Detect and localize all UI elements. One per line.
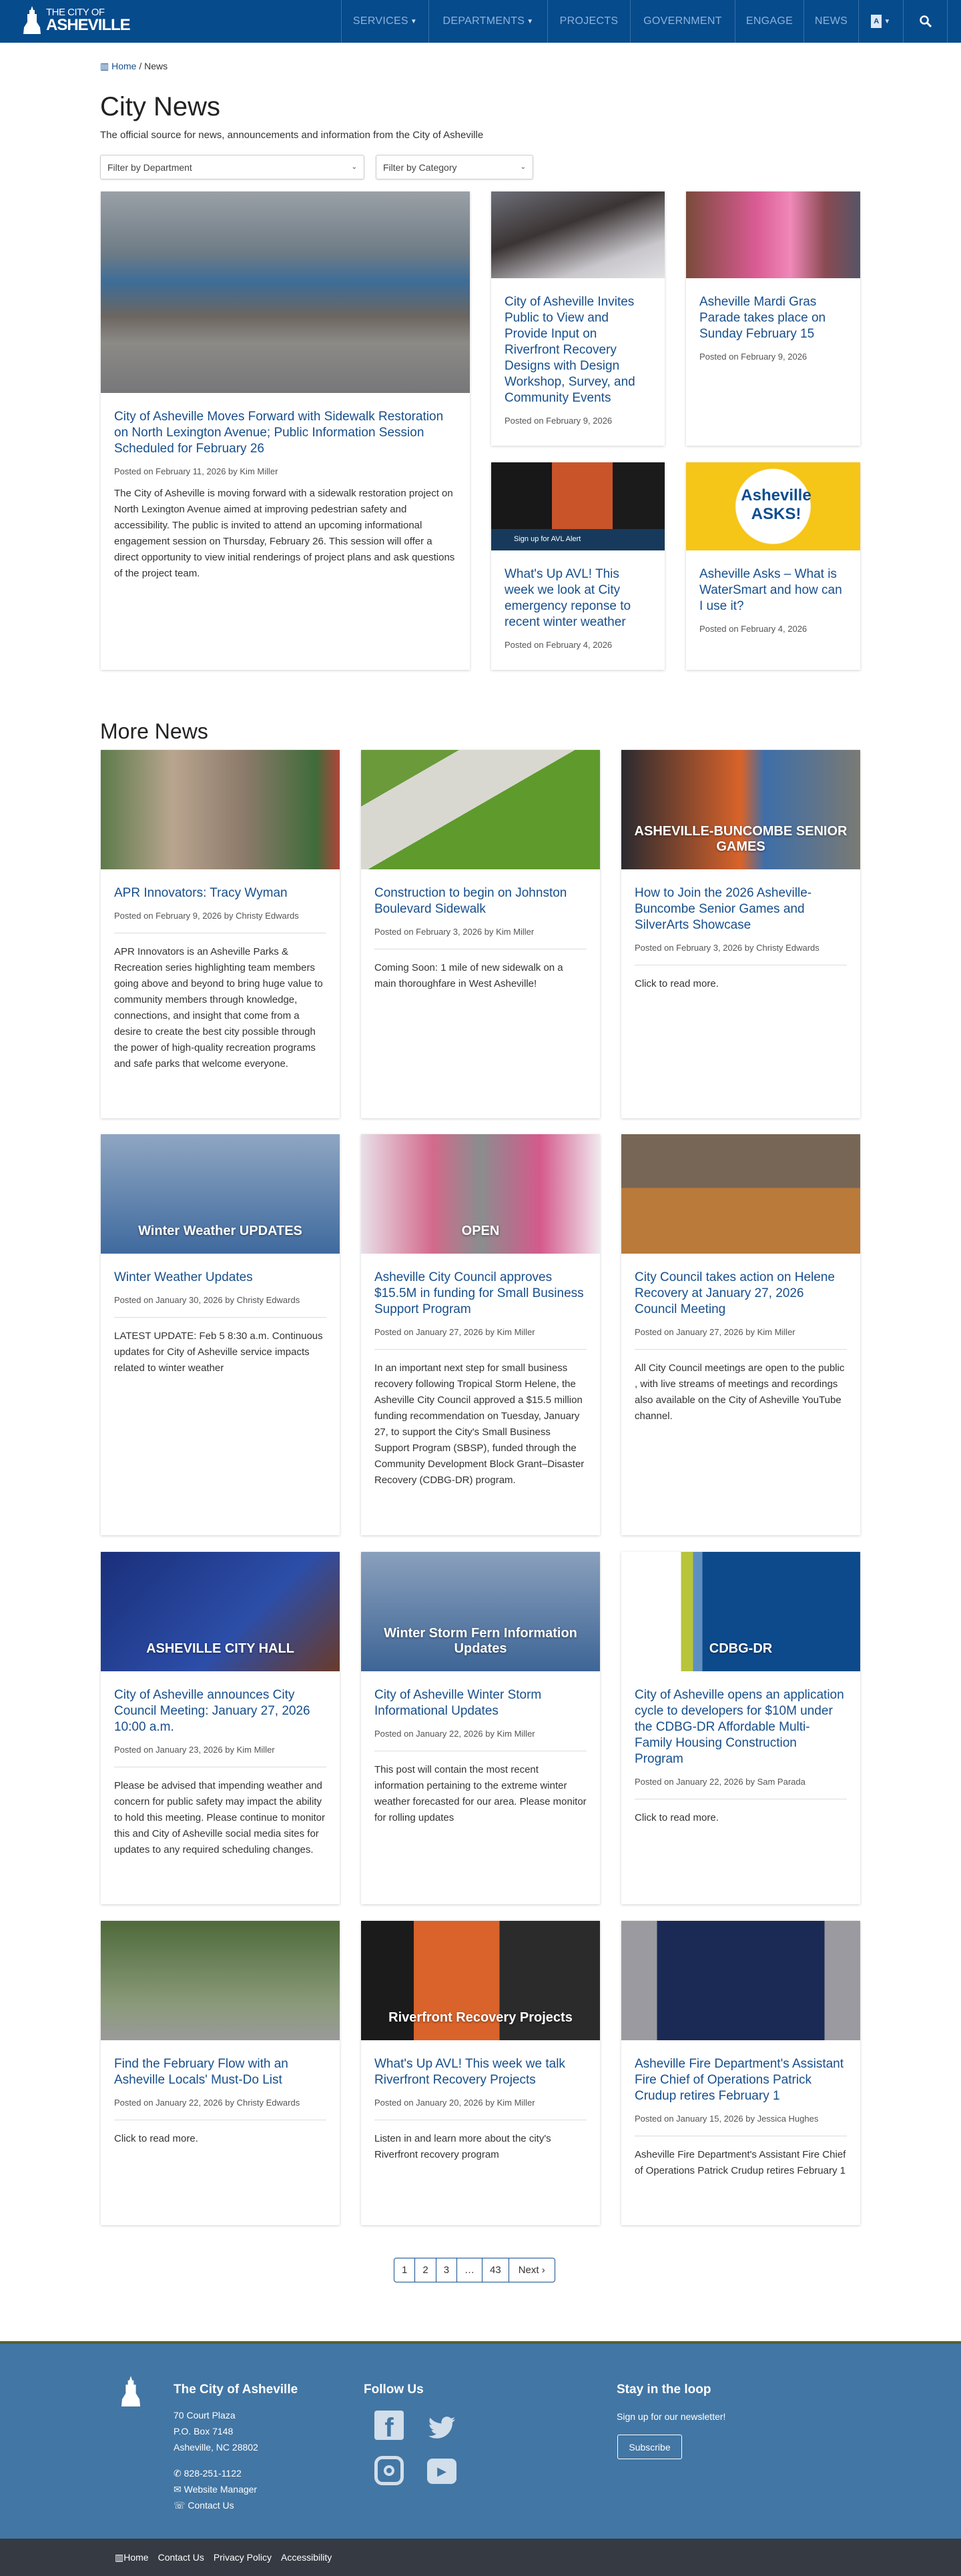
department-filter-value: Filter by Department <box>107 161 192 173</box>
workshop-image[interactable] <box>491 191 665 278</box>
article-meta: Posted on January 27, 2026 by Kim Miller <box>374 1327 535 1337</box>
article-title-link[interactable]: City of Asheville announces City Council Meeting: January 27, 2026 10:00 a.m. <box>114 1688 310 1734</box>
article-meta: Posted on January 30, 2026 by Christy Edwards <box>114 1295 300 1305</box>
article-title-link[interactable]: What's Up AVL! This week we talk Riverfront Recovery Projects <box>374 2057 565 2087</box>
translate-icon: A <box>871 15 882 28</box>
article-excerpt: Coming Soon: 1 mile of new sidewalk on a main thoroughfare in West Asheville! <box>374 962 563 989</box>
winter-storm-image[interactable] <box>361 1552 600 1671</box>
featured-card <box>686 191 860 446</box>
article-title-link[interactable]: Find the February Flow with an Asheville Locals' Must-Do List <box>114 2057 288 2087</box>
page-title: City News <box>100 92 221 121</box>
chevron-down-icon: ⌄ <box>351 163 357 171</box>
featured-card <box>686 462 860 670</box>
logo-top-text: THE CITY OF <box>46 6 105 18</box>
address-line: 70 Court Plaza <box>174 2410 236 2421</box>
sidewalk-street-image[interactable] <box>101 191 470 393</box>
image-caption: Asheville ASKS! <box>741 486 812 523</box>
stay-in-loop-heading: Stay in the loop <box>617 2383 711 2397</box>
contact-us-label: Contact Us <box>188 2500 234 2511</box>
nav-label: GOVERNMENT <box>643 15 722 27</box>
article-title-link[interactable]: How to Join the 2026 Asheville-Buncombe Senior Games and SilverArts Showcase <box>635 886 812 932</box>
city-hall-icon <box>22 5 42 35</box>
article-excerpt: Click to read more. <box>114 2133 198 2144</box>
home-icon: ▥ <box>100 61 109 71</box>
article-meta: Posted on February 11, 2026 by Kim Miller <box>114 466 278 476</box>
image-caption: OPEN <box>461 1224 500 1238</box>
city-logo[interactable] <box>22 4 130 36</box>
page-3[interactable]: 3 <box>436 2258 457 2282</box>
category-filter-value: Filter by Category <box>383 161 457 173</box>
cdbg-dr-image[interactable] <box>621 1552 860 1671</box>
article-excerpt: APR Innovators is an Asheville Parks & Recreation series highlighting team members going above and beyond to bring huge value to community members through knowledge, connections, and insight that come from a desire to create the best city possible through the power of high-quality recreation programs and safe parks that welcome everyone. <box>114 946 323 1069</box>
contact-us-link[interactable] <box>174 2497 257 2513</box>
footer-bottom-bar <box>0 2539 961 2576</box>
footer-address <box>174 2407 258 2455</box>
article-excerpt: The City of Asheville is moving forward with a sidewalk restoration project on North Lexington Avenue aimed at improving pedestrian safety and accessibility. The public is invited to attend an upcoming informational engagement session on Thursday, February 26. This session will offer a direct opportunity to view initial renderings of project plans and ask questions of the project team. <box>114 488 455 579</box>
page-2[interactable]: 2 <box>415 2258 436 2282</box>
article-excerpt: All City Council meetings are open to the public , with live streams of meetings and recordings also available on the City of Asheville YouTube channel. <box>635 1362 845 1422</box>
next-label: Next <box>518 2264 539 2276</box>
nav-departments[interactable] <box>428 0 547 43</box>
article-excerpt: Asheville Fire Department's Assistant Fire Chief of Operations Patrick Crudup retires February 1 <box>635 2149 846 2176</box>
contact-icon: ☏ <box>174 2500 186 2511</box>
article-meta: Posted on February 3, 2026 by Kim Miller <box>374 927 535 937</box>
article-meta: Posted on January 22, 2026 by Sam Parada <box>635 1777 806 1787</box>
news-card <box>101 750 340 1118</box>
news-card <box>361 1921 600 2225</box>
article-meta: Posted on January 27, 2026 by Kim Miller <box>635 1327 795 1337</box>
article-excerpt: Listen in and learn more about the city's Riverfront recovery program <box>374 2133 551 2160</box>
image-caption: Riverfront Recovery Projects <box>388 2010 573 2025</box>
address-line: P.O. Box 7148 <box>174 2426 234 2437</box>
category-filter[interactable] <box>376 155 533 179</box>
article-meta: Posted on February 9, 2026 <box>505 416 613 426</box>
tracy-wyman-photo[interactable] <box>101 750 340 869</box>
footer-org-name: The City of Asheville <box>174 2383 298 2397</box>
news-card <box>621 750 860 1118</box>
nav-label: PROJECTS <box>559 15 619 27</box>
open-sign-image[interactable] <box>361 1134 600 1254</box>
facebook-icon[interactable]: f <box>374 2411 404 2440</box>
logo-bottom-text: ASHEVILLE <box>46 15 130 34</box>
image-caption: Sign up for AVL Alert <box>491 529 665 550</box>
article-meta: Posted on February 4, 2026 <box>505 640 613 650</box>
caret-down-icon: ▼ <box>884 17 891 25</box>
translate-button[interactable] <box>858 0 903 43</box>
news-card <box>101 1134 340 1535</box>
featured-card <box>491 191 665 446</box>
city-hall-meeting-image[interactable] <box>101 1552 340 1671</box>
search-icon <box>919 15 932 28</box>
caret-down-icon: ▼ <box>527 17 534 25</box>
page-1[interactable]: 1 <box>394 2258 415 2282</box>
footer-accessibility-link[interactable]: Accessibility <box>280 2552 332 2563</box>
image-caption: ASHEVILLE-BUNCOMBE SENIOR GAMES <box>634 824 848 854</box>
breadcrumb <box>100 61 168 72</box>
website-manager-label: Website Manager <box>184 2484 258 2495</box>
phone-icon: ✆ <box>174 2468 182 2479</box>
footer-privacy-link[interactable]: Privacy Policy <box>213 2552 272 2563</box>
top-navbar <box>0 0 961 43</box>
address-line: Asheville, NC 28802 <box>174 2442 258 2453</box>
article-meta: Posted on February 9, 2026 <box>699 352 808 362</box>
nav-label: SERVICES <box>352 15 408 27</box>
phone-link[interactable] <box>174 2465 257 2481</box>
follow-us-heading: Follow Us <box>364 2383 424 2397</box>
more-news-heading: More News <box>100 719 208 743</box>
article-title-link[interactable]: Asheville Fire Department's Assistant Fire Chief of Operations Patrick Crudup retires February 1 <box>635 2057 844 2103</box>
mardi-gras-image[interactable] <box>686 191 860 278</box>
article-meta: Posted on January 23, 2026 by Kim Miller <box>114 1745 275 1755</box>
article-title-link[interactable]: City of Asheville Moves Forward with Sidewalk Restoration on North Lexington Avenue; Public Information Session Scheduled for February 26 <box>114 410 444 456</box>
article-meta: Posted on January 20, 2026 by Kim Miller <box>374 2098 535 2108</box>
website-manager-link[interactable] <box>174 2481 257 2497</box>
nav-services[interactable] <box>341 0 428 43</box>
nav-label: DEPARTMENTS <box>442 15 525 27</box>
article-meta: Posted on February 3, 2026 by Christy Edwards <box>635 943 820 953</box>
youtube-icon[interactable]: ▶ <box>427 2459 456 2484</box>
footer-home-label: Home <box>123 2551 149 2563</box>
news-card <box>361 1552 600 1904</box>
divider <box>374 1349 587 1350</box>
city-hall-icon <box>110 2375 151 2408</box>
article-title-link[interactable]: Winter Weather Updates <box>114 1270 253 1284</box>
article-title-link[interactable]: Asheville Asks – What is WaterSmart and how can I use it? <box>699 567 842 613</box>
pagination <box>394 2258 555 2282</box>
breadcrumb-home[interactable]: Home <box>111 61 137 71</box>
article-meta: Posted on January 22, 2026 by Kim Miller <box>374 1729 535 1739</box>
footer-home-link[interactable] <box>115 2552 149 2563</box>
page-ellipsis: … <box>457 2258 483 2282</box>
council-chamber-image[interactable] <box>621 1134 860 1254</box>
riverfront-podcast-image[interactable] <box>361 1921 600 2040</box>
winter-weather-image[interactable] <box>101 1134 340 1254</box>
article-title-link[interactable]: City of Asheville Winter Storm Informational Updates <box>374 1688 542 1718</box>
article-title-link[interactable]: Construction to begin on Johnston Boulevard Sidewalk <box>374 886 567 916</box>
breadcrumb-separator: / <box>136 61 145 71</box>
chevron-right-icon: › <box>541 2264 545 2276</box>
footer <box>0 2341 961 2539</box>
featured-card <box>491 462 665 670</box>
podcast-image[interactable] <box>491 462 665 550</box>
article-meta: Posted on January 15, 2026 by Jessica Hughes <box>635 2114 819 2124</box>
senior-games-image[interactable] <box>621 750 860 869</box>
image-caption: ASHEVILLE CITY HALL <box>146 1641 294 1656</box>
news-card <box>101 1552 340 1904</box>
article-excerpt: This post will contain the most recent information pertaining to the extreme winter weather forecasted for our area. Please monitor for rolling updates <box>374 1764 587 1823</box>
article-excerpt: Click to read more. <box>635 978 719 989</box>
news-card <box>621 1921 860 2225</box>
page-subtitle: The official source for news, announcements and information from the City of Asheville <box>100 129 484 141</box>
nav-projects[interactable] <box>547 0 630 43</box>
article-title-link[interactable]: City Council takes action on Helene Recovery at January 27, 2026 Council Meeting <box>635 1270 835 1316</box>
article-title-link[interactable]: Asheville City Council approves $15.5M in funding for Small Business Support Program <box>374 1270 584 1316</box>
footer-contact-link[interactable]: Contact Us <box>157 2552 204 2563</box>
sidewalk-image[interactable] <box>361 750 600 869</box>
nav-label: ENGAGE <box>745 15 793 27</box>
subscribe-button[interactable]: Subscribe <box>617 2435 682 2459</box>
news-card <box>101 1921 340 2225</box>
search-button[interactable] <box>903 0 948 43</box>
nav-engage[interactable] <box>735 0 804 43</box>
featured-card <box>101 191 470 670</box>
next-page-button[interactable] <box>509 2258 555 2282</box>
news-card <box>361 1134 600 1535</box>
phone-number: 828-251-1122 <box>184 2468 242 2479</box>
department-filter[interactable] <box>100 155 364 179</box>
image-caption: CDBG-DR <box>709 1641 773 1656</box>
article-meta: Posted on February 4, 2026 <box>699 624 808 634</box>
nav-government[interactable] <box>630 0 735 43</box>
article-title-link[interactable]: APR Innovators: Tracy Wyman <box>114 886 288 900</box>
nav-label: NEWS <box>814 15 848 27</box>
breadcrumb-current: News <box>144 61 168 71</box>
article-meta: Posted on January 22, 2026 by Christy Edwards <box>114 2098 300 2108</box>
article-title-link[interactable]: Asheville Mardi Gras Parade takes place on Sunday February 15 <box>699 295 826 341</box>
asheville-asks-image[interactable] <box>686 462 860 550</box>
news-card <box>621 1134 860 1535</box>
instagram-icon[interactable] <box>374 2456 404 2485</box>
news-card <box>621 1552 860 1904</box>
article-title-link[interactable]: City of Asheville Invites Public to View and Provide Input on Riverfront Recovery Designs with Design Workshop, Survey, and Community Events <box>505 295 635 405</box>
article-excerpt: Click to read more. <box>635 1812 719 1823</box>
article-excerpt: LATEST UPDATE: Feb 5 8:30 a.m. Continuous updates for City of Asheville service impacts related to winter weather <box>114 1330 323 1374</box>
news-card <box>361 750 600 1118</box>
caret-down-icon: ▼ <box>410 17 418 25</box>
divider <box>635 1349 847 1350</box>
image-caption: Winter Weather UPDATES <box>138 1224 302 1238</box>
twitter-icon[interactable] <box>427 2413 456 2443</box>
nav-news[interactable] <box>804 0 858 43</box>
locals-walking-image[interactable] <box>101 1921 340 2040</box>
article-excerpt: In an important next step for small business recovery following Tropical Storm Helene, the Asheville City Council approved a $15.5 million funding recommendation on Tuesday, January 27, to support the City's Small Business Support Program (SBSP), funded through the Community Development Block Grant–Disaster Recovery (CDBG-DR) program. <box>374 1362 585 1486</box>
image-caption: Winter Storm Fern Information Updates <box>384 1626 577 1656</box>
article-title-link[interactable]: City of Asheville opens an application cycle to developers for $10M under the CDBG-DR Affordable Multi-Family Housing Construction Program <box>635 1688 844 1766</box>
article-title-link[interactable]: What's Up AVL! This week we look at City emergency reponse to recent winter weather <box>505 567 631 629</box>
fire-chief-image[interactable] <box>621 1921 860 2040</box>
newsletter-text: Sign up for our newsletter! <box>617 2411 726 2422</box>
article-excerpt: Please be advised that impending weather and concern for public safety may impact the ability to hold this meeting. Please continue to monitor this and City of Asheville social media sites for updates to any required scheduling changes. <box>114 1780 326 1855</box>
article-meta: Posted on February 9, 2026 by Christy Edwards <box>114 911 299 921</box>
envelope-icon: ✉ <box>174 2484 182 2495</box>
page-43[interactable]: 43 <box>483 2258 509 2282</box>
home-icon: ▥ <box>115 2551 124 2563</box>
chevron-down-icon: ⌄ <box>520 163 526 171</box>
divider <box>114 1317 326 1318</box>
